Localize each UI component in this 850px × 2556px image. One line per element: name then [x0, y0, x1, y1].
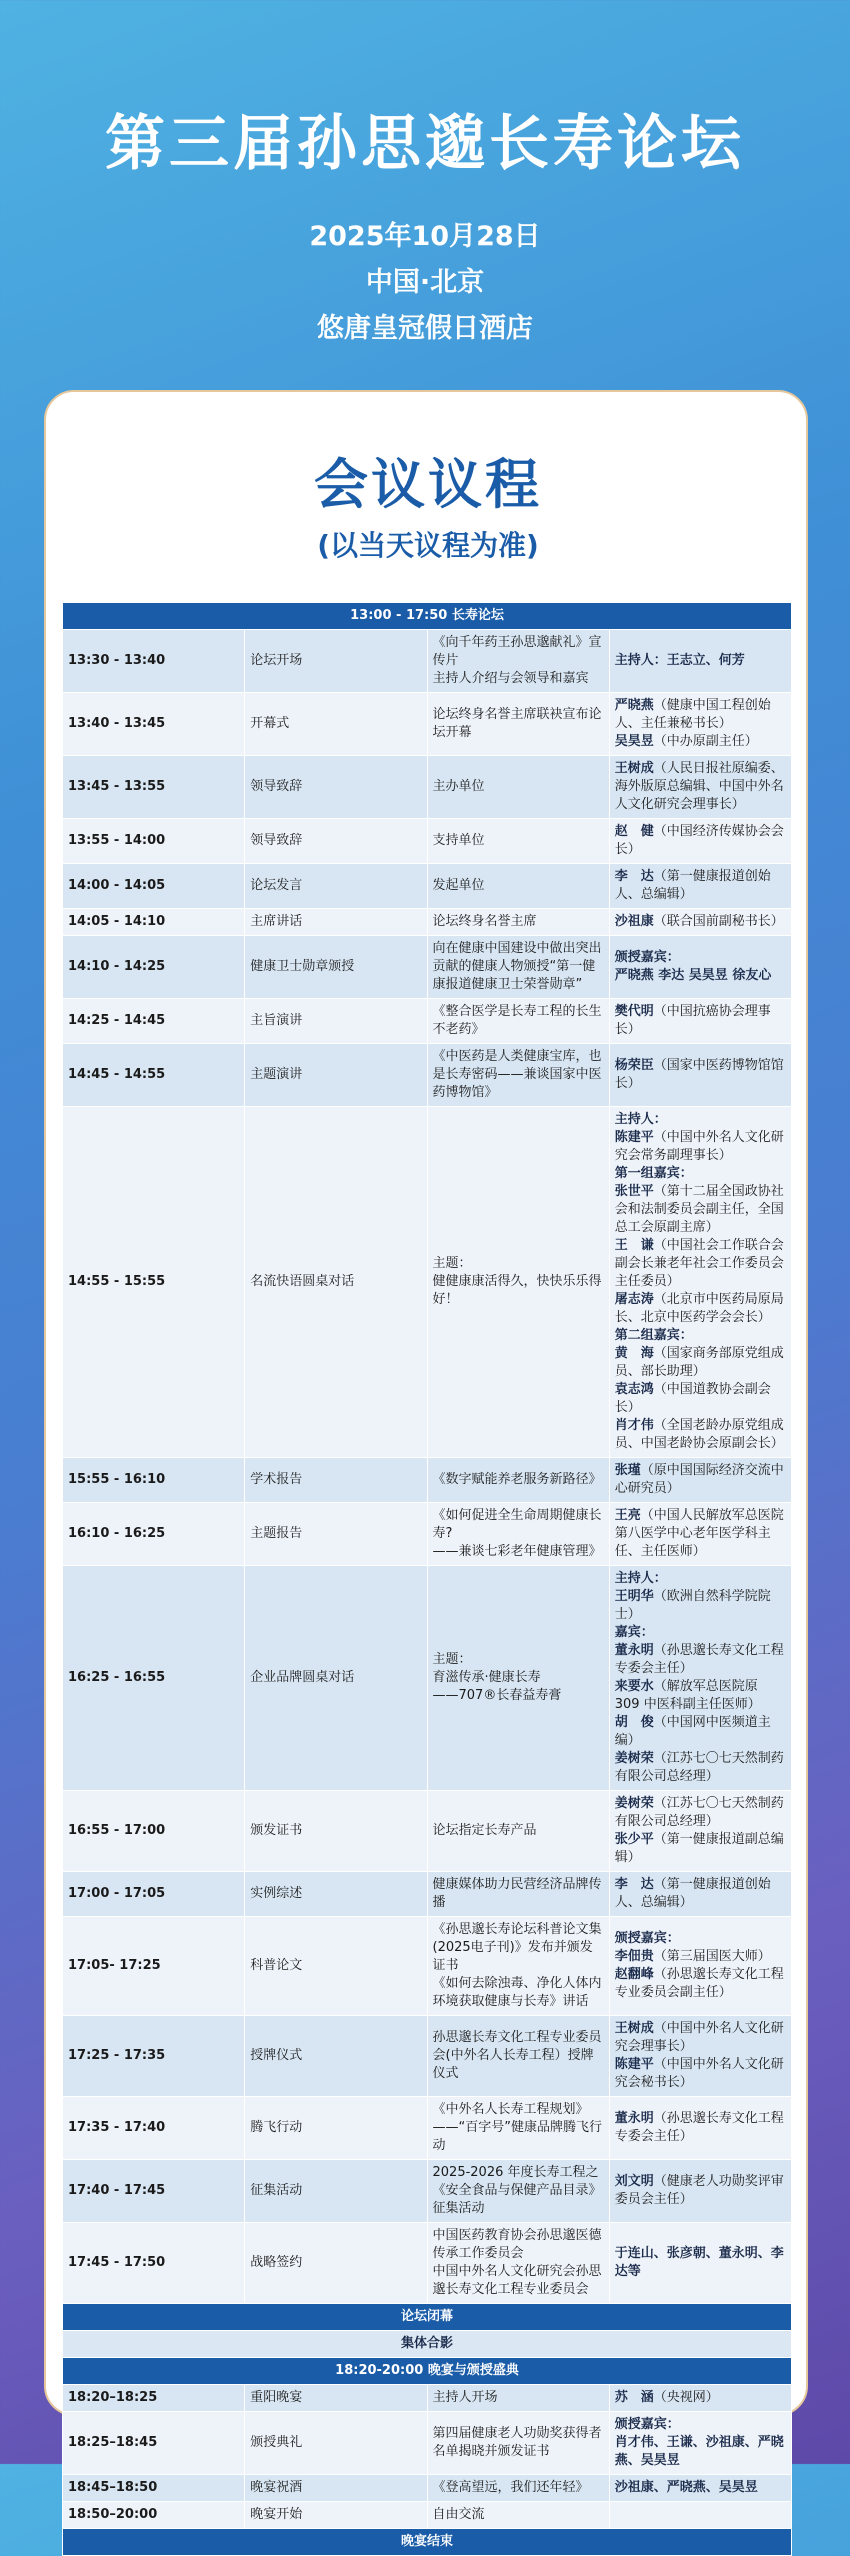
agenda-person-line: [615, 1831, 786, 1867]
person-name: 杨荣臣: [614, 1058, 654, 1073]
agenda-session-type: 开幕式: [245, 693, 427, 756]
event-location: 中国·北京: [365, 267, 485, 298]
agenda-content: [427, 2502, 609, 2529]
agenda-row: [63, 2412, 792, 2475]
agenda-person-line: [615, 1129, 786, 1165]
agenda-people: [609, 2016, 791, 2097]
agenda-time: 17:35 - 17:40: [63, 2097, 245, 2160]
person-title: （中国人民解放军总医院第八医学中心老年医学科主任、主任医师）: [614, 1508, 784, 1559]
agenda-content-line: 《中医药是人类健康宝库，也是长寿密码——兼谈国家中医药博物馆》: [432, 1049, 602, 1100]
agenda-people: [609, 819, 791, 864]
person-name: 于连山、张彦朝、董永明、李达等: [614, 2246, 784, 2279]
agenda-person-line: [615, 1183, 786, 1237]
agenda-person-line: [615, 1327, 786, 1345]
person-name: 陈建平: [614, 2057, 654, 2072]
person-name: 李 达: [614, 869, 654, 884]
agenda-content: [427, 936, 609, 999]
agenda-time: 16:55 - 17:00: [63, 1791, 245, 1872]
person-name: 董永明: [614, 2111, 654, 2126]
agenda-person-line: [615, 1462, 786, 1498]
agenda-time: 15:55 - 16:10: [63, 1458, 245, 1503]
agenda-time: 18:50–20:00: [63, 2502, 245, 2529]
agenda-session-type: 学术报告: [245, 1458, 427, 1503]
agenda-content-line: 《孙思邈长寿论坛科普论文集(2025电子刊)》发布并颁发证书: [432, 1922, 602, 1973]
agenda-person-line: [615, 1795, 786, 1831]
agenda-person-line: [615, 1507, 786, 1561]
person-role-label: 颁授嘉宾：: [614, 2417, 680, 2432]
agenda-person-line: [615, 2416, 786, 2434]
agenda-content-line: ——“百字号”健康品牌腾飞行动: [432, 2120, 602, 2153]
banquet-banner-row: [63, 2358, 792, 2385]
person-name: 张世平: [614, 1184, 654, 1199]
person-name: 王亮: [614, 1508, 641, 1523]
banquet-banner: 18:20-20:00 晚宴与颁授盛典: [63, 2358, 792, 2385]
agenda-session-type: 论坛开场: [245, 630, 427, 693]
agenda-time: 14:10 - 14:25: [63, 936, 245, 999]
agenda-content-line: 主持人开场: [432, 2390, 498, 2405]
agenda-person-line: [615, 2056, 786, 2092]
agenda-content: [427, 756, 609, 819]
banquet-end-row: [63, 2529, 792, 2556]
agenda-person-line: [615, 1714, 786, 1750]
agenda-content-line: 健健康康活得久，快快乐乐得好！: [432, 1274, 602, 1307]
person-name: 张少平: [614, 1832, 654, 1847]
agenda-people: [609, 1458, 791, 1503]
person-name: 袁志鸿: [614, 1382, 654, 1397]
agenda-content-line: 主办单位: [432, 779, 485, 794]
person-name: 苏 涵: [614, 2390, 654, 2405]
agenda-person-line: [615, 2245, 786, 2281]
agenda-person-line: [615, 1057, 786, 1093]
agenda-person-line: [615, 868, 786, 904]
agenda-row: [63, 1107, 792, 1458]
agenda-person-line: [615, 949, 786, 967]
person-role-label: 颁授嘉宾：: [614, 1931, 680, 1946]
person-name: 肖才伟: [614, 1418, 654, 1433]
agenda-person-line: [615, 2434, 786, 2470]
person-title: （孙思邈长寿文化工程专委会主任）: [614, 1643, 784, 1676]
agenda-content-line: 发起单位: [432, 878, 485, 893]
agenda-content-line: 中国中外名人文化研究会孙思邈长寿文化工程专业委员会: [432, 2264, 602, 2297]
person-name: 沙祖康: [614, 914, 654, 929]
person-title: （第三届国医大师）: [653, 1949, 771, 1964]
agenda-content: [427, 2223, 609, 2304]
agenda-content-line: 支持单位: [432, 833, 485, 848]
agenda-row: [63, 2160, 792, 2223]
group-photo-row: [63, 2331, 792, 2358]
agenda-content: [427, 1917, 609, 2016]
agenda-content-line: 主题：: [432, 1256, 472, 1271]
agenda-content-line: 主题：: [432, 1652, 472, 1667]
person-name: 刘文明: [614, 2174, 654, 2189]
agenda-people: [609, 693, 791, 756]
agenda-person-line: [615, 2389, 786, 2407]
person-name: 王志立、何芳: [666, 653, 745, 668]
forum-closing-row: [63, 2304, 792, 2331]
person-title: （第一健康报道副总编辑）: [614, 1832, 784, 1865]
agenda-person-line: [615, 1345, 786, 1381]
agenda-content-line: 育滋传承·健康长寿: [432, 1670, 541, 1685]
person-name: 黄 海: [614, 1346, 654, 1361]
agenda-row: [63, 1791, 792, 1872]
person-name: 肖才伟、王谦、沙祖康、严晓燕、吴昊昱: [614, 2435, 784, 2468]
agenda-time: 13:40 - 13:45: [63, 693, 245, 756]
agenda-time: 14:55 - 15:55: [63, 1107, 245, 1458]
agenda-session-type: 主题演讲: [245, 1044, 427, 1107]
person-title: （解放军总医院原 309 中医科副主任医师）: [614, 1679, 761, 1712]
agenda-card: [44, 390, 808, 2549]
agenda-content: [427, 2412, 609, 2475]
person-name: 沙祖康、严晓燕、吴昊昱: [614, 2480, 758, 2495]
agenda-session-type: 战略签约: [245, 2223, 427, 2304]
agenda-people: [609, 1107, 791, 1458]
agenda-person-line: [615, 1966, 786, 2002]
agenda-time: 13:45 - 13:55: [63, 756, 245, 819]
agenda-content-line: ——707®长春益寿膏: [432, 1688, 562, 1703]
agenda-row: [63, 819, 792, 864]
agenda-session-type: 论坛发言: [245, 864, 427, 909]
person-title: （健康中国工程创始人、主任兼秘书长）: [614, 698, 771, 731]
person-title: （国家商务部原党组成员、部长助理）: [614, 1346, 784, 1379]
person-title: （联合国前副秘书长）: [653, 914, 784, 929]
agenda-row: [63, 2502, 792, 2529]
person-name: 赵翻峰: [614, 1967, 654, 1982]
event-title: 第三届孙思邈长寿论坛: [105, 109, 745, 179]
agenda-session-type: 授牌仪式: [245, 2016, 427, 2097]
agenda-people: [609, 630, 791, 693]
person-role-label: 主持人：: [614, 1112, 667, 1127]
agenda-person-line: [615, 1165, 786, 1183]
agenda-person-line: [615, 1111, 786, 1129]
agenda-people: [609, 2475, 791, 2502]
person-title: （健康老人功勋奖评审委员会主任）: [614, 2174, 784, 2207]
agenda-content-line: 《如何去除浊毒、净化人体内环境获取健康与长寿》讲话: [432, 1976, 602, 2009]
agenda-content: [427, 864, 609, 909]
agenda-time: 14:00 - 14:05: [63, 864, 245, 909]
agenda-people: [609, 1566, 791, 1791]
agenda-person-line: [615, 1948, 786, 1966]
agenda-time: 17:40 - 17:45: [63, 2160, 245, 2223]
agenda-person-line: [615, 2020, 786, 2056]
agenda-person-line: [615, 2173, 786, 2209]
person-title: （江苏七〇七天然制药有限公司总经理）: [614, 1796, 784, 1829]
person-title: （全国老龄办原党组成员、中国老龄协会原副会长）: [614, 1418, 784, 1451]
agenda-session-type: 企业品牌圆桌对话: [245, 1566, 427, 1791]
agenda-session-type: 实例综述: [245, 1872, 427, 1917]
agenda-session-type: 颁发证书: [245, 1791, 427, 1872]
agenda-row: [63, 909, 792, 936]
person-name: 王明华: [614, 1589, 654, 1604]
agenda-row: [63, 2016, 792, 2097]
agenda-session-type: 健康卫士勋章颁授: [245, 936, 427, 999]
banquet-end: 晚宴结束: [63, 2529, 792, 2556]
agenda-person-line: [615, 652, 786, 670]
person-title: （中国网中医频道主编）: [614, 1715, 771, 1748]
agenda-content: [427, 909, 609, 936]
agenda-row: [63, 999, 792, 1044]
event-venue: 悠唐皇冠假日酒店: [317, 313, 533, 344]
agenda-content-line: 论坛终身名誉主席: [432, 914, 537, 929]
person-name: 屠志涛: [614, 1292, 654, 1307]
agenda-people: [609, 2097, 791, 2160]
person-title: （第一健康报道创始人、总编辑）: [614, 869, 771, 902]
agenda-content: [427, 1458, 609, 1503]
agenda-person-line: [615, 967, 786, 985]
person-title: （中国道教协会副会长）: [614, 1382, 771, 1415]
agenda-row: [63, 1872, 792, 1917]
agenda-content: [427, 1107, 609, 1458]
forum-banner: 13:00 - 17:50 长寿论坛: [63, 603, 792, 630]
agenda-time: 14:25 - 14:45: [63, 999, 245, 1044]
agenda-time: 14:45 - 14:55: [63, 1044, 245, 1107]
person-name: 姜树荣: [614, 1751, 654, 1766]
agenda-row: [63, 756, 792, 819]
person-role-label: 主持人：: [614, 653, 667, 668]
person-name: 胡 俊: [614, 1715, 654, 1730]
agenda-content: [427, 2160, 609, 2223]
agenda-time: 17:25 - 17:35: [63, 2016, 245, 2097]
agenda-table-body: [63, 603, 792, 2556]
agenda-person-line: [615, 1417, 786, 1453]
agenda-title: 会议议程: [314, 453, 542, 516]
agenda-person-line: [615, 2479, 786, 2497]
agenda-row: [63, 693, 792, 756]
agenda-content: [427, 819, 609, 864]
agenda-content-line: 健康媒体助力民营经济品牌传播: [432, 1877, 602, 1910]
person-title: （国家中医药博物馆馆长）: [614, 1058, 784, 1091]
agenda-content-line: 《中外名人长寿工程规划》: [432, 2102, 589, 2117]
person-name: 董永明: [614, 1643, 654, 1658]
agenda-content-line: 《登高望远，我们还年轻》: [432, 2480, 589, 2495]
person-title: （孙思邈长寿文化工程专委会主任）: [614, 2111, 784, 2144]
agenda-time: 16:25 - 16:55: [63, 1566, 245, 1791]
person-name: 赵 健: [614, 824, 654, 839]
agenda-people: [609, 2160, 791, 2223]
agenda-content: [427, 1566, 609, 1791]
agenda-person-line: [615, 1588, 786, 1624]
agenda-content-line: 第四届健康老人功勋奖获得者名单揭晓并颁发证书: [432, 2426, 602, 2459]
agenda-content-line: 主持人介绍与会领导和嘉宾: [432, 671, 589, 686]
agenda-content-line: 《整合医学是长寿工程的长生不老药》: [432, 1004, 602, 1037]
person-role-label: 第一组嘉宾：: [614, 1166, 693, 1181]
forum-closing: 论坛闭幕: [63, 2304, 792, 2331]
person-name: 陈建平: [614, 1130, 654, 1145]
agenda-session-type: 主旨演讲: [245, 999, 427, 1044]
agenda-content: [427, 1791, 609, 1872]
person-name: 樊代明: [614, 1004, 654, 1019]
agenda-people: [609, 2223, 791, 2304]
event-date: 2025年10月28日: [309, 221, 541, 252]
agenda-content: [427, 999, 609, 1044]
agenda-session-type: 科普论文: [245, 1917, 427, 2016]
agenda-person-line: [615, 1678, 786, 1714]
agenda-person-line: [615, 760, 786, 814]
agenda-person-line: [615, 1642, 786, 1678]
person-title: （第一健康报道创始人、总编辑）: [614, 1877, 771, 1910]
person-role-label: 主持人：: [614, 1571, 667, 1586]
agenda-people: [609, 1791, 791, 1872]
agenda-time: 17:45 - 17:50: [63, 2223, 245, 2304]
agenda-session-type: 重阳晚宴: [245, 2385, 427, 2412]
agenda-content: [427, 2016, 609, 2097]
agenda-people: [609, 2385, 791, 2412]
forum-banner-row: [63, 603, 792, 630]
agenda-content: [427, 2097, 609, 2160]
person-name: 李佃贵: [614, 1949, 654, 1964]
agenda-people: [609, 1503, 791, 1566]
agenda-content: [427, 1503, 609, 1566]
agenda-content-line: 中国医药教育协会孙思邈医德传承工作委员会: [432, 2228, 602, 2261]
agenda-content: [427, 2475, 609, 2502]
agenda-time: 17:05- 17:25: [63, 1917, 245, 2016]
agenda-person-line: [615, 1930, 786, 1948]
agenda-time: 17:00 - 17:05: [63, 1872, 245, 1917]
agenda-person-line: [615, 2110, 786, 2146]
agenda-session-type: 晚宴祝酒: [245, 2475, 427, 2502]
person-title: （中国中外名人文化研究会常务副理事长）: [614, 1130, 784, 1163]
agenda-time: 18:20–18:25: [63, 2385, 245, 2412]
agenda-content-line: 论坛终身名誉主席联袂宣布论坛开幕: [432, 707, 602, 740]
agenda-content: [427, 693, 609, 756]
agenda-session-type: 名流快语圆桌对话: [245, 1107, 427, 1458]
person-role-label: 第二组嘉宾：: [614, 1328, 693, 1343]
agenda-row: [63, 1044, 792, 1107]
agenda-people: [609, 909, 791, 936]
agenda-content-line: 自由交流: [432, 2507, 485, 2522]
agenda-person-line: [615, 1750, 786, 1786]
agenda-people: [609, 936, 791, 999]
person-name: 姜树荣: [614, 1796, 654, 1811]
agenda-row: [63, 2475, 792, 2502]
agenda-content: [427, 2385, 609, 2412]
agenda-row: [63, 1917, 792, 2016]
agenda-person-line: [615, 733, 786, 751]
agenda-time: 18:45–18:50: [63, 2475, 245, 2502]
person-title: （中国中外名人文化研究会理事长）: [614, 2021, 784, 2054]
person-name: 张瑾: [614, 1463, 641, 1478]
agenda-content-line: 《数字赋能养老服务新路径》: [432, 1472, 602, 1487]
agenda-row: [63, 630, 792, 693]
agenda-session-type: 征集活动: [245, 2160, 427, 2223]
person-name: 吴昊昱: [614, 734, 654, 749]
agenda-content: [427, 1044, 609, 1107]
agenda-people: [609, 1044, 791, 1107]
agenda-row: [63, 1566, 792, 1791]
agenda-person-line: [615, 1003, 786, 1039]
person-role-label: 嘉宾：: [614, 1625, 654, 1640]
person-title: （中国社会工作联合会副会长兼老年社会工作委员会主任委员）: [614, 1238, 784, 1289]
agenda-session-type: 主席讲话: [245, 909, 427, 936]
agenda-time: 16:10 - 16:25: [63, 1503, 245, 1566]
agenda-session-type: 晚宴开始: [245, 2502, 427, 2529]
agenda-people: [609, 2412, 791, 2475]
agenda-people: [609, 1917, 791, 2016]
person-name: 严晓燕 李达 吴昊昱 徐友心: [614, 968, 772, 983]
agenda-people: [609, 864, 791, 909]
agenda-time: 13:30 - 13:40: [63, 630, 245, 693]
agenda-content-line: 孙思邈长寿文化工程专业委员会(中外名人长寿工程）授牌仪式: [432, 2030, 602, 2081]
agenda-session-type: 领导致辞: [245, 756, 427, 819]
person-title: （孙思邈长寿文化工程专业委员会副主任）: [614, 1967, 784, 2000]
person-name: 王树成: [614, 761, 654, 776]
person-title: （央视网）: [653, 2390, 719, 2405]
person-title: （江苏七〇七天然制药有限公司总经理）: [614, 1751, 784, 1784]
agenda-people: [609, 1872, 791, 1917]
person-name: 王树成: [614, 2021, 654, 2036]
agenda-session-type: 领导致辞: [245, 819, 427, 864]
agenda-session-type: 主题报告: [245, 1503, 427, 1566]
agenda-people: [609, 2502, 791, 2529]
agenda-content-line: 《如何促进全生命周期健康长寿?: [432, 1508, 602, 1541]
agenda-note: (以当天议程为准): [317, 529, 539, 562]
person-name: 来要水: [614, 1679, 654, 1694]
agenda-row: [63, 2097, 792, 2160]
agenda-table: [62, 602, 792, 2556]
agenda-people: [609, 999, 791, 1044]
agenda-person-line: [615, 1876, 786, 1912]
agenda-row: [63, 2385, 792, 2412]
person-name: 王 谦: [614, 1238, 654, 1253]
agenda-content: [427, 1872, 609, 1917]
agenda-row: [63, 1458, 792, 1503]
person-title: （中办原副主任）: [653, 734, 758, 749]
person-title: （第十二届全国政协社会和法制委员会副主任，全国总工会原副主席）: [614, 1184, 784, 1235]
agenda-time: 13:55 - 14:00: [63, 819, 245, 864]
agenda-content-line: 2025-2026 年度长寿工程之《安全食品与保健产品目录》征集活动: [432, 2165, 602, 2216]
person-title: （中国经济传媒协会会长）: [614, 824, 784, 857]
agenda-person-line: [615, 913, 786, 931]
agenda-content-line: 《向千年药王孙思邈献礼》宣传片: [432, 635, 602, 668]
agenda-row: [63, 1503, 792, 1566]
person-name: 李 达: [614, 1877, 654, 1892]
agenda-time: 14:05 - 14:10: [63, 909, 245, 936]
agenda-content-line: 论坛指定长寿产品: [432, 1823, 537, 1838]
agenda-content: [427, 630, 609, 693]
group-photo: 集体合影: [63, 2331, 792, 2358]
agenda-person-line: [615, 1291, 786, 1327]
agenda-person-line: [615, 697, 786, 733]
agenda-time: 18:25–18:45: [63, 2412, 245, 2475]
agenda-people: [609, 756, 791, 819]
agenda-person-line: [615, 823, 786, 859]
person-role-label: 颁授嘉宾：: [614, 950, 680, 965]
agenda-person-line: [615, 1381, 786, 1417]
person-name: 严晓燕: [614, 698, 654, 713]
agenda-person-line: [615, 1237, 786, 1291]
person-title: （原中国国际经济交流中心研究员）: [614, 1463, 784, 1496]
agenda-session-type: 颁授典礼: [245, 2412, 427, 2475]
person-title: （欧洲自然科学院院士）: [614, 1589, 771, 1622]
agenda-row: [63, 864, 792, 909]
agenda-content-line: 向在健康中国建设中做出突出贡献的健康人物颁授“第一健康报道健康卫士荣誉勋章”: [432, 941, 602, 992]
person-title: （北京市中医药局原局长、北京中医药学会会长）: [614, 1292, 784, 1325]
agenda-row: [63, 2223, 792, 2304]
agenda-content-line: ——兼谈七彩老年健康管理》: [432, 1544, 602, 1559]
person-title: （中国中外名人文化研究会秘书长）: [614, 2057, 784, 2090]
agenda-person-line: [615, 1570, 786, 1588]
agenda-session-type: 腾飞行动: [245, 2097, 427, 2160]
agenda-row: [63, 936, 792, 999]
person-title: （人民日报社原编委、海外版原总编辑、中国中外名人文化研究会理事长）: [614, 761, 784, 812]
agenda-person-line: [615, 1624, 786, 1642]
person-title: （中国抗癌协会理事长）: [614, 1004, 771, 1037]
